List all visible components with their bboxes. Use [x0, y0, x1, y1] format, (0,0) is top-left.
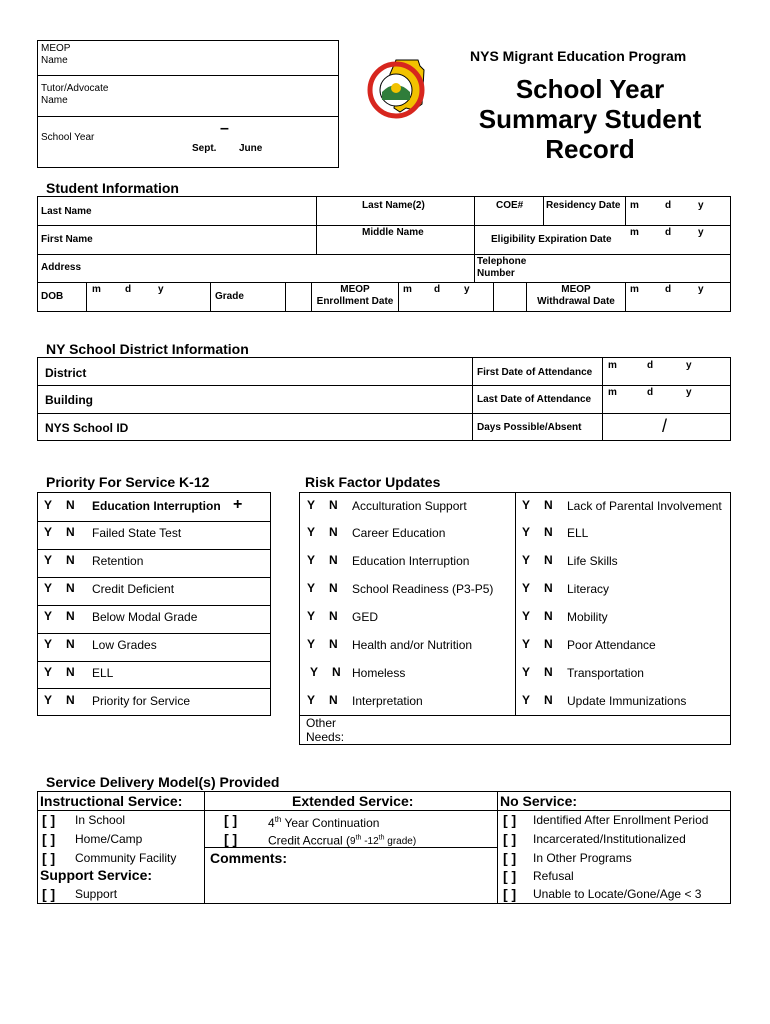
middle-name-label: Middle Name [362, 227, 424, 238]
risk-item-label: Lack of Parental Involvement [567, 499, 722, 513]
address-label: Address [41, 262, 82, 273]
priority-item-label: Low Grades [92, 638, 157, 652]
priority-item-label: Failed State Test [92, 526, 182, 540]
telephone-label: Telephone Number [477, 256, 527, 279]
risk-yes[interactable]: Y [522, 609, 531, 623]
fourth-year-label [268, 813, 379, 830]
risk-yes[interactable]: Y [522, 498, 531, 512]
priority-heading: Priority For Service K-12 [46, 474, 210, 490]
risk-yes[interactable]: Y [307, 637, 316, 651]
extended-label: Extended Service: [292, 793, 414, 809]
priority-yes[interactable]: Y [44, 553, 53, 567]
risk-item-label: ELL [567, 526, 589, 540]
risk-no[interactable]: N [332, 665, 341, 679]
withdraw-d: d [665, 284, 672, 295]
first-date-m: m [608, 360, 617, 371]
no-service-item-label: In Other Programs [533, 851, 632, 865]
priority-row-divider [37, 661, 271, 662]
june-label: June [239, 143, 263, 154]
school-year-dash: – [220, 120, 229, 137]
risk-no[interactable]: N [544, 665, 553, 679]
risk-yes[interactable]: Y [522, 581, 531, 595]
risk-no[interactable]: N [329, 553, 338, 567]
credit-9: 9 [350, 836, 356, 848]
no-service-checkbox[interactable]: [ ] [503, 886, 517, 902]
risk-item-label: Literacy [567, 582, 610, 596]
risk-no[interactable]: N [544, 609, 553, 623]
risk-item-label: Homeless [352, 666, 406, 680]
risk-item-label: Education Interruption [352, 554, 470, 568]
risk-item-label: Career Education [352, 526, 446, 540]
risk-yes[interactable]: Y [307, 525, 316, 539]
days-slash: / [662, 416, 668, 436]
comments-label: Comments: [210, 850, 288, 866]
risk-no[interactable]: N [544, 553, 553, 567]
risk-yes[interactable]: Y [522, 693, 531, 707]
priority-no[interactable]: N [66, 581, 75, 595]
priority-no[interactable]: N [66, 498, 75, 512]
risk-no[interactable]: N [544, 525, 553, 539]
risk-yes[interactable]: Y [307, 581, 316, 595]
credit-accrual-text: Credit Accrual ( [268, 833, 351, 848]
nys-migrant-logo [366, 54, 436, 124]
enroll-d: d [434, 284, 441, 295]
risk-no[interactable]: N [544, 498, 553, 512]
meop-withdraw-label: MEOP Withdrawal Date [537, 284, 615, 307]
district-label: District [45, 366, 87, 380]
priority-row-divider [37, 688, 271, 689]
risk-yes[interactable]: Y [522, 665, 531, 679]
dob-label: DOB [41, 291, 64, 302]
last-name-label: Last Name [41, 206, 92, 217]
residency-d: d [665, 200, 672, 211]
student-info-heading: Student Information [46, 180, 179, 196]
risk-no[interactable]: N [329, 693, 338, 707]
in-school-label: In School [75, 813, 126, 827]
other-needs-box [299, 715, 731, 745]
last-date-d: d [647, 387, 654, 398]
other-needs-label: Other Needs: [306, 716, 345, 744]
priority-no[interactable]: N [66, 609, 75, 623]
school-year-label: School Year [41, 132, 95, 143]
risk-no[interactable]: N [544, 637, 553, 651]
risk-yes[interactable]: Y [307, 553, 316, 567]
priority-row-divider [37, 605, 271, 606]
priority-item-label: Education Interruption [92, 499, 221, 513]
risk-no[interactable]: N [329, 525, 338, 539]
risk-yes[interactable]: Y [307, 609, 316, 623]
last-date-label: Last Date of Attendance [477, 394, 592, 405]
priority-yes[interactable]: Y [44, 693, 53, 707]
priority-no[interactable]: N [66, 553, 75, 567]
dob-d: d [125, 284, 132, 295]
credit-grade: grade) [384, 836, 417, 848]
form-title-1: School Year [515, 74, 665, 104]
fourth-year-sup: th [274, 815, 282, 824]
residency-m: m [630, 200, 639, 211]
priority-plus-icon: + [233, 496, 243, 513]
risk-yes[interactable]: Y [310, 665, 319, 679]
support-label: Support [75, 887, 118, 901]
instructional-label: Instructional Service: [40, 793, 183, 809]
fourth-year-rest: Year Continuation [281, 816, 380, 830]
priority-yes[interactable]: Y [44, 581, 53, 595]
credit-accrual-checkbox[interactable]: [ ] [224, 831, 238, 847]
priority-row-divider [37, 633, 271, 634]
form-title-3: Record [545, 134, 635, 164]
priority-yes[interactable]: Y [44, 665, 53, 679]
first-date-d: d [647, 360, 654, 371]
priority-row-divider [37, 549, 271, 550]
no-service-checkbox[interactable]: [ ] [503, 868, 517, 884]
withdraw-m: m [630, 284, 639, 295]
form-title-2: Summary Student [478, 104, 702, 134]
risk-item-label: Transportation [567, 666, 644, 680]
enroll-y: y [464, 284, 470, 295]
risk-no[interactable]: N [544, 693, 553, 707]
no-service-checkbox[interactable]: [ ] [503, 831, 517, 847]
risk-item-label: Poor Attendance [567, 638, 656, 652]
sept-label: Sept. [192, 143, 217, 154]
no-service-item-label: Unable to Locate/Gone/Age < 3 [533, 887, 702, 901]
district-table [37, 357, 731, 441]
credit-th1: th [355, 835, 362, 842]
priority-row-divider [37, 521, 271, 522]
dob-y: y [158, 284, 164, 295]
priority-item-label: Retention [92, 554, 144, 568]
residency-y: y [698, 200, 704, 211]
eligibility-m: m [630, 227, 639, 238]
no-service-item-label: Refusal [533, 869, 574, 883]
support-checkbox[interactable]: [ ] [42, 886, 56, 902]
home-camp-label: Home/Camp [75, 832, 143, 846]
service-heading: Service Delivery Model(s) Provided [46, 774, 280, 790]
building-label: Building [45, 393, 93, 407]
last-date-m: m [608, 387, 617, 398]
enroll-m: m [403, 284, 412, 295]
priority-no[interactable]: N [66, 665, 75, 679]
risk-item-label: GED [352, 610, 379, 624]
credit-dash: -12 [361, 836, 379, 848]
home-camp-checkbox[interactable]: [ ] [42, 831, 56, 847]
tutor-name-label: Tutor/Advocate Name [41, 83, 109, 106]
risk-yes[interactable]: Y [522, 637, 531, 651]
no-service-label: No Service: [500, 793, 578, 809]
priority-item-label: Below Modal Grade [92, 610, 198, 624]
risk-no[interactable]: N [329, 498, 338, 512]
priority-yes[interactable]: Y [44, 609, 53, 623]
risk-item-label: Mobility [567, 610, 608, 624]
school-id-label: NYS School ID [45, 421, 129, 435]
no-service-item-label: Identified After Enrollment Period [533, 813, 709, 827]
community-checkbox[interactable]: [ ] [42, 850, 56, 866]
last-name2-label: Last Name(2) [362, 200, 425, 211]
no-service-checkbox[interactable]: [ ] [503, 850, 517, 866]
risk-item-label: Health and/or Nutrition [352, 638, 473, 652]
risk-item-label: Interpretation [352, 694, 423, 708]
eligibility-y: y [698, 227, 704, 238]
eligibility-label: Eligibility Expiration Date [491, 234, 612, 245]
first-name-label: First Name [41, 234, 93, 245]
priority-item-label: Credit Deficient [92, 582, 175, 596]
risk-yes[interactable]: Y [522, 525, 531, 539]
community-label: Community Facility [75, 851, 177, 865]
priority-yes[interactable]: Y [44, 498, 53, 512]
program-name: NYS Migrant Education Program [470, 48, 687, 64]
fourth-year-checkbox[interactable]: [ ] [224, 812, 238, 828]
risk-item-label: Update Immunizations [567, 694, 687, 708]
priority-no[interactable]: N [66, 693, 75, 707]
risk-no[interactable]: N [329, 637, 338, 651]
priority-no[interactable]: N [66, 637, 75, 651]
residency-date-label: Residency Date [546, 200, 621, 211]
support-service-label: Support Service: [40, 867, 153, 883]
withdraw-y: y [698, 284, 704, 295]
coe-label: COE# [496, 200, 524, 211]
risk-item-label: Acculturation Support [352, 499, 467, 513]
risk-no[interactable]: N [329, 581, 338, 595]
district-heading: NY School District Information [46, 341, 249, 357]
grade-label: Grade [215, 291, 244, 302]
in-school-checkbox[interactable]: [ ] [42, 812, 56, 828]
first-date-y: y [686, 360, 692, 371]
priority-yes[interactable]: Y [44, 525, 53, 539]
priority-yes[interactable]: Y [44, 637, 53, 651]
priority-no[interactable]: N [66, 525, 75, 539]
first-date-label: First Date of Attendance [477, 367, 593, 378]
risk-heading: Risk Factor Updates [305, 474, 441, 490]
risk-yes[interactable]: Y [307, 693, 316, 707]
risk-yes[interactable]: Y [522, 553, 531, 567]
credit-th2: th [378, 835, 385, 842]
priority-item-label: ELL [92, 666, 114, 680]
priority-item-label: Priority for Service [92, 694, 191, 708]
dob-m: m [92, 284, 101, 295]
no-service-checkbox[interactable]: [ ] [503, 812, 517, 828]
days-label: Days Possible/Absent [477, 422, 582, 433]
risk-yes[interactable]: Y [307, 498, 316, 512]
risk-item-label: Life Skills [567, 554, 618, 568]
meop-name-label: MEOP Name [41, 43, 71, 66]
last-date-y: y [686, 387, 692, 398]
priority-row-divider [37, 577, 271, 578]
fourth-year-num: 4 [268, 816, 275, 830]
risk-no[interactable]: N [544, 581, 553, 595]
credit-accrual-label [268, 832, 416, 849]
risk-item-label: School Readiness (P3-P5) [352, 582, 494, 596]
eligibility-d: d [665, 227, 672, 238]
risk-no[interactable]: N [329, 609, 338, 623]
no-service-item-label: Incarcerated/Institutionalized [533, 832, 686, 846]
meop-enroll-label: MEOP Enrollment Date [316, 284, 394, 307]
